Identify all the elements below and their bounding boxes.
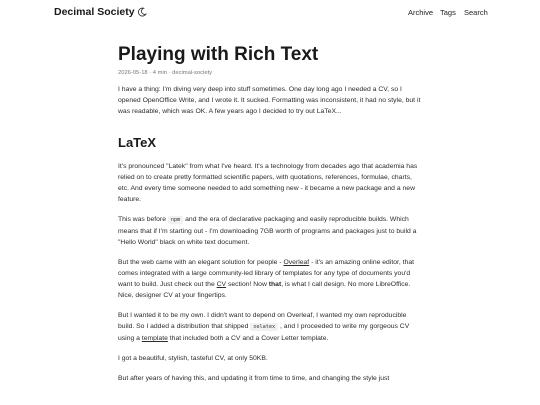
text-span: and the era of declarative packaging and easily reproducible builds. Which means that if I'm starting out - I'm downloading 7GB worth of programs and packages just to build a "Hello World" black on white text document.: [118, 216, 417, 246]
template-link[interactable]: template: [141, 335, 168, 342]
inline-code-xelatex: xelatex: [250, 323, 278, 331]
moon-icon[interactable]: [137, 7, 147, 17]
text-span: section! Now: [226, 281, 269, 288]
text-span: But the web came with an elegant solution for people -: [118, 259, 284, 266]
paragraph-xelatex: [118, 310, 422, 344]
nav-search[interactable]: Search: [464, 8, 488, 17]
paragraph-npm: [118, 214, 422, 248]
paragraph-overleaf: [118, 257, 422, 301]
site-header: [0, 0, 540, 26]
paragraph-latex-intro: It's pronounced "Latek" from what I've heard. It's a technology from decades ago that academia has relied on to create pretty formatted scientific papers, with quotations, references, formulae, charts, etc. And every time someone needed to add something new - it became a new package and a new feature.: [118, 163, 418, 203]
cv-link[interactable]: CV: [216, 281, 227, 288]
post-title: Playing with Rich Text: [118, 44, 319, 65]
nav-tags[interactable]: Tags: [440, 8, 456, 17]
nav-archive[interactable]: Archive: [408, 8, 434, 17]
emphasis-that: that: [268, 281, 282, 288]
paragraph-cv-size: I got a beautiful, stylish, tasteful CV, at only 50KB.: [118, 355, 268, 362]
post-content: [118, 44, 422, 384]
overleaf-link[interactable]: Overleaf: [283, 259, 310, 266]
site-title-link[interactable]: Decimal Society: [54, 6, 135, 18]
intro-paragraph: I have a thing: I'm diving very deep into stuff sometimes. One day long ago I needed a CV, so I opened OpenOffice Write, and I wrote it. It sucked. Formatting was inconsistent, it had no style, but it was readable, which was OK. A few years ago I decided to try out LaTeX...: [118, 86, 421, 115]
section-heading-latex: LaTeX: [118, 135, 157, 150]
paragraph-after-years: But after years of having this, and updating it from time to time, and changing the style just: [118, 375, 390, 382]
post-meta: 2026-05-18 · 4 min · decimal-society: [118, 70, 213, 76]
inline-code-npm: npm: [168, 216, 183, 224]
text-span: , and I proceeded to write my gorgeous CV using a: [118, 323, 410, 342]
text-span: that included both a CV and a Cover Letter template.: [167, 335, 329, 342]
text-span: This was before: [118, 216, 168, 223]
text-span: But I wanted it to be my own. I didn't want to depend on Overleaf, I wanted my own reproducible build. So I added a distribution that shipped: [118, 312, 407, 330]
text-span: - it's an amazing online editor, that comes integrated with a large community-led library of templates for any type of documents you'd want to build. Just check out the: [118, 259, 415, 288]
text-span: , is what I call design. No more LibreOffice. Nice, designer CV at your fingertips.: [118, 281, 411, 299]
